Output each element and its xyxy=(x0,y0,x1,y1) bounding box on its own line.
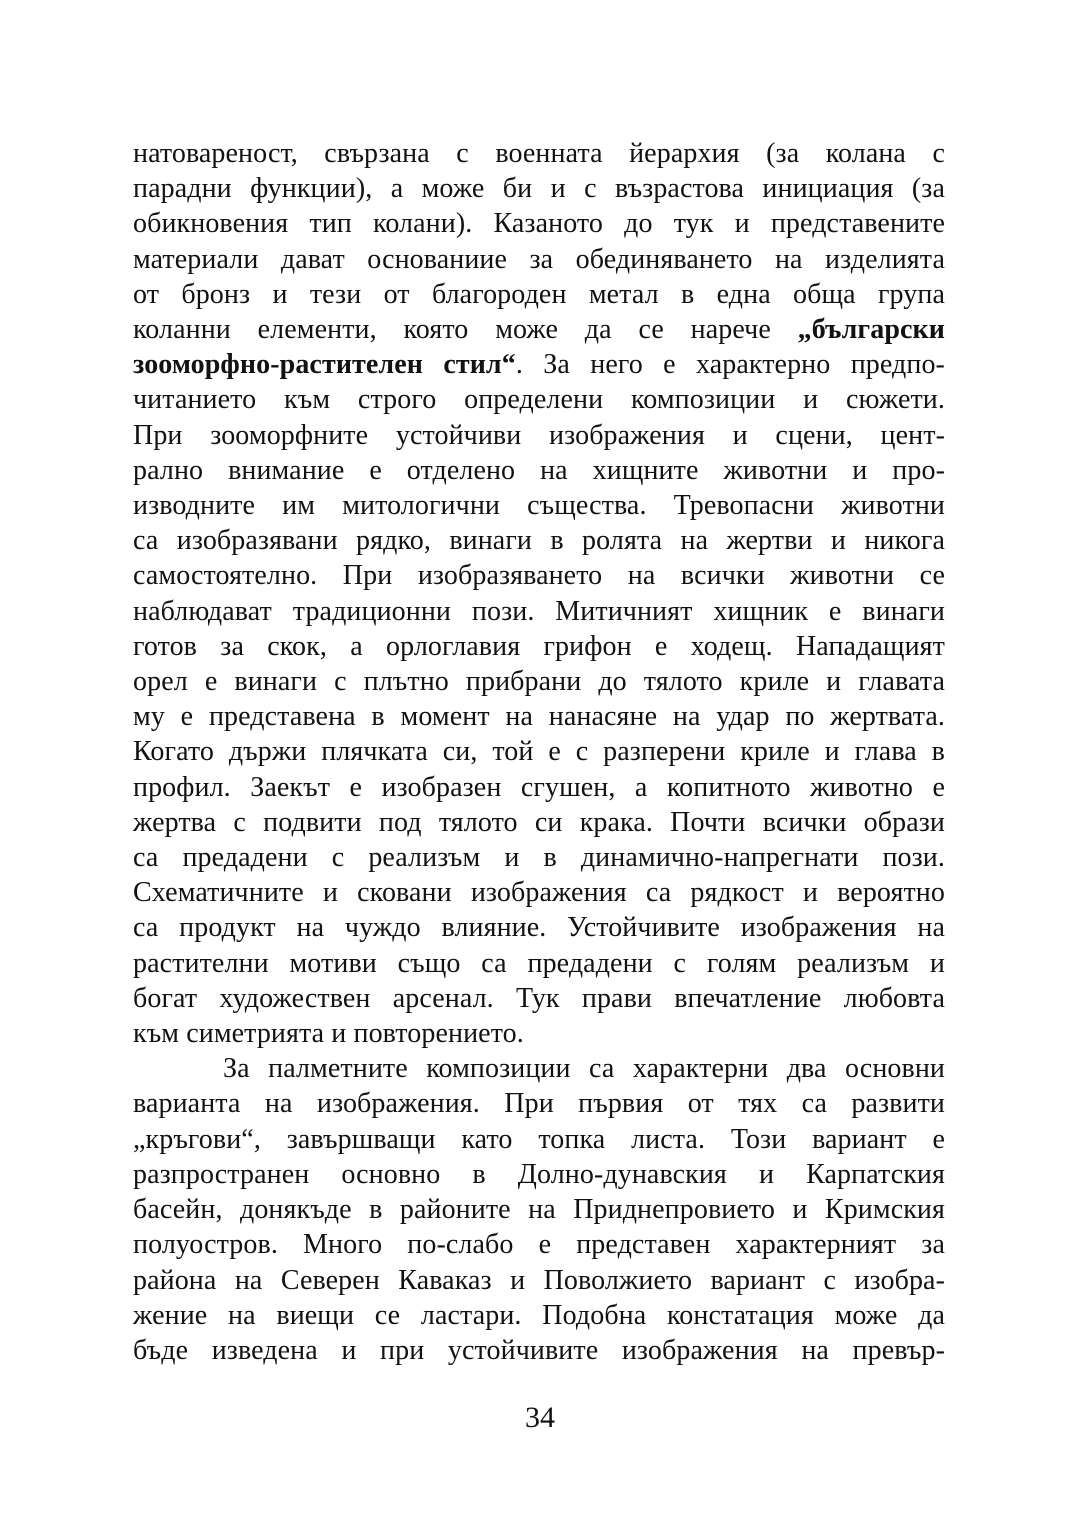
body-text: изводните им митологични същества. Тревопасни животни xyxy=(133,490,945,522)
page-text xyxy=(133,136,945,1368)
text-line xyxy=(133,840,945,875)
body-text: са продукт на чуждо влияние. Устойчивите изображения на xyxy=(133,912,945,944)
body-text: жение на виещи се ластари. Подобна констатация може да xyxy=(133,1299,945,1331)
body-text: рално внимание е отделено на хищните животни и про- xyxy=(133,454,945,486)
text-line xyxy=(133,277,945,312)
body-text: района на Северен Каваказ и Поволжието вариант с изобра- xyxy=(133,1264,945,1296)
body-text: наблюдават традиционни пози. Митичният хищник е винаги xyxy=(133,595,945,627)
text-line xyxy=(133,1263,945,1298)
text-line xyxy=(133,1192,945,1227)
body-text: към симетрията и повторението. xyxy=(133,1018,524,1050)
body-text: „кръгови“, завършващи като топка листа. Този вариант е xyxy=(133,1123,945,1155)
body-text: разпространен основно в Долно-дунавския и Карпатския xyxy=(133,1158,945,1190)
text-line xyxy=(133,136,945,171)
body-text: са изобразявани рядко, винаги в ролята на жертви и никога xyxy=(133,525,945,557)
body-text: читанието към строго определени композиции и сюжети. xyxy=(133,384,945,416)
text-line xyxy=(133,946,945,981)
text-line xyxy=(133,1051,945,1086)
body-text: растителни мотиви също са предадени с голям реализъм и xyxy=(133,947,945,979)
body-text: готов за скок, а орлоглавия грифон е ходещ. Нападащият xyxy=(133,630,945,662)
text-line xyxy=(133,453,945,488)
text-line xyxy=(133,312,945,347)
text-line xyxy=(133,418,945,453)
body-text: профил. Заекът е изобразен сгушен, а копитното животно е xyxy=(133,771,945,803)
body-text: . За него е характерно предпо- xyxy=(515,349,945,381)
body-text: му е представена в момент на нанасяне на удар по жертвата. xyxy=(133,701,945,733)
text-line xyxy=(133,875,945,910)
body-text: парадни функции), а може би и с възрастова инициация (за xyxy=(133,173,945,205)
text-line xyxy=(133,206,945,241)
body-text: богат художествен арсенал. Тук прави впечатление любовта xyxy=(133,982,945,1014)
text-line xyxy=(133,347,945,382)
text-line xyxy=(133,910,945,945)
body-text: коланни елементи, която може да се нарече xyxy=(133,314,798,346)
body-text: Схематичните и сковани изображения са рядкост и вероятно xyxy=(133,877,945,909)
text-line xyxy=(133,734,945,769)
body-text: полуостров. Много по-слабо е представен характерният за xyxy=(133,1229,945,1261)
text-line xyxy=(133,558,945,593)
text-line xyxy=(133,1333,945,1368)
page-number: 34 xyxy=(525,1401,555,1434)
body-text: обикновения тип колани). Казаното до тук и представените xyxy=(133,208,945,240)
body-text: орел е винаги с плътно прибрани до тялото криле и главата xyxy=(133,666,945,698)
body-text: самостоятелно. При изобразяването на всички животни се xyxy=(133,560,945,592)
text-line xyxy=(133,1227,945,1262)
body-text: При зооморфните устойчиви изображения и сцени, цент- xyxy=(133,419,945,451)
body-text: Когато държи плячката си, той е с разперени криле и глава в xyxy=(133,736,945,768)
body-text: бъде изведена и при устойчивите изображения на превър- xyxy=(133,1334,945,1366)
body-text: са предадени с реализъм и в динамично-напрегнати пози. xyxy=(133,842,945,874)
body-text: басейн, донякъде в районите на Приднепровието и Кримския xyxy=(133,1194,945,1226)
text-line xyxy=(133,1298,945,1333)
text-line xyxy=(133,1122,945,1157)
text-line xyxy=(133,171,945,206)
text-line xyxy=(133,981,945,1016)
text-line xyxy=(133,805,945,840)
text-line xyxy=(133,699,945,734)
text-line xyxy=(133,594,945,629)
bold-text: „български xyxy=(797,314,945,346)
body-text: от бронз и тези от благороден метал в една обща група xyxy=(133,278,945,310)
text-line xyxy=(133,523,945,558)
text-line xyxy=(133,382,945,417)
text-line xyxy=(133,629,945,664)
text-line xyxy=(133,1086,945,1121)
body-text: За палметните композиции са характерни два основни xyxy=(223,1053,945,1085)
bold-text: зооморфно-растителен стил“ xyxy=(133,349,516,381)
text-line xyxy=(133,1016,945,1051)
text-line xyxy=(133,770,945,805)
body-text: варианта на изображения. При първия от тях са развити xyxy=(133,1088,945,1120)
body-text: материали дават основаниие за обединяването на изделията xyxy=(133,243,945,275)
text-line xyxy=(133,488,945,523)
body-text: жертва с подвити под тялото си крака. Почти всички образи xyxy=(133,806,945,838)
text-line xyxy=(133,242,945,277)
body-text: натовареност, свързана с военната йерархия (за колана с xyxy=(133,138,945,169)
text-line xyxy=(133,1157,945,1192)
text-line xyxy=(133,664,945,699)
